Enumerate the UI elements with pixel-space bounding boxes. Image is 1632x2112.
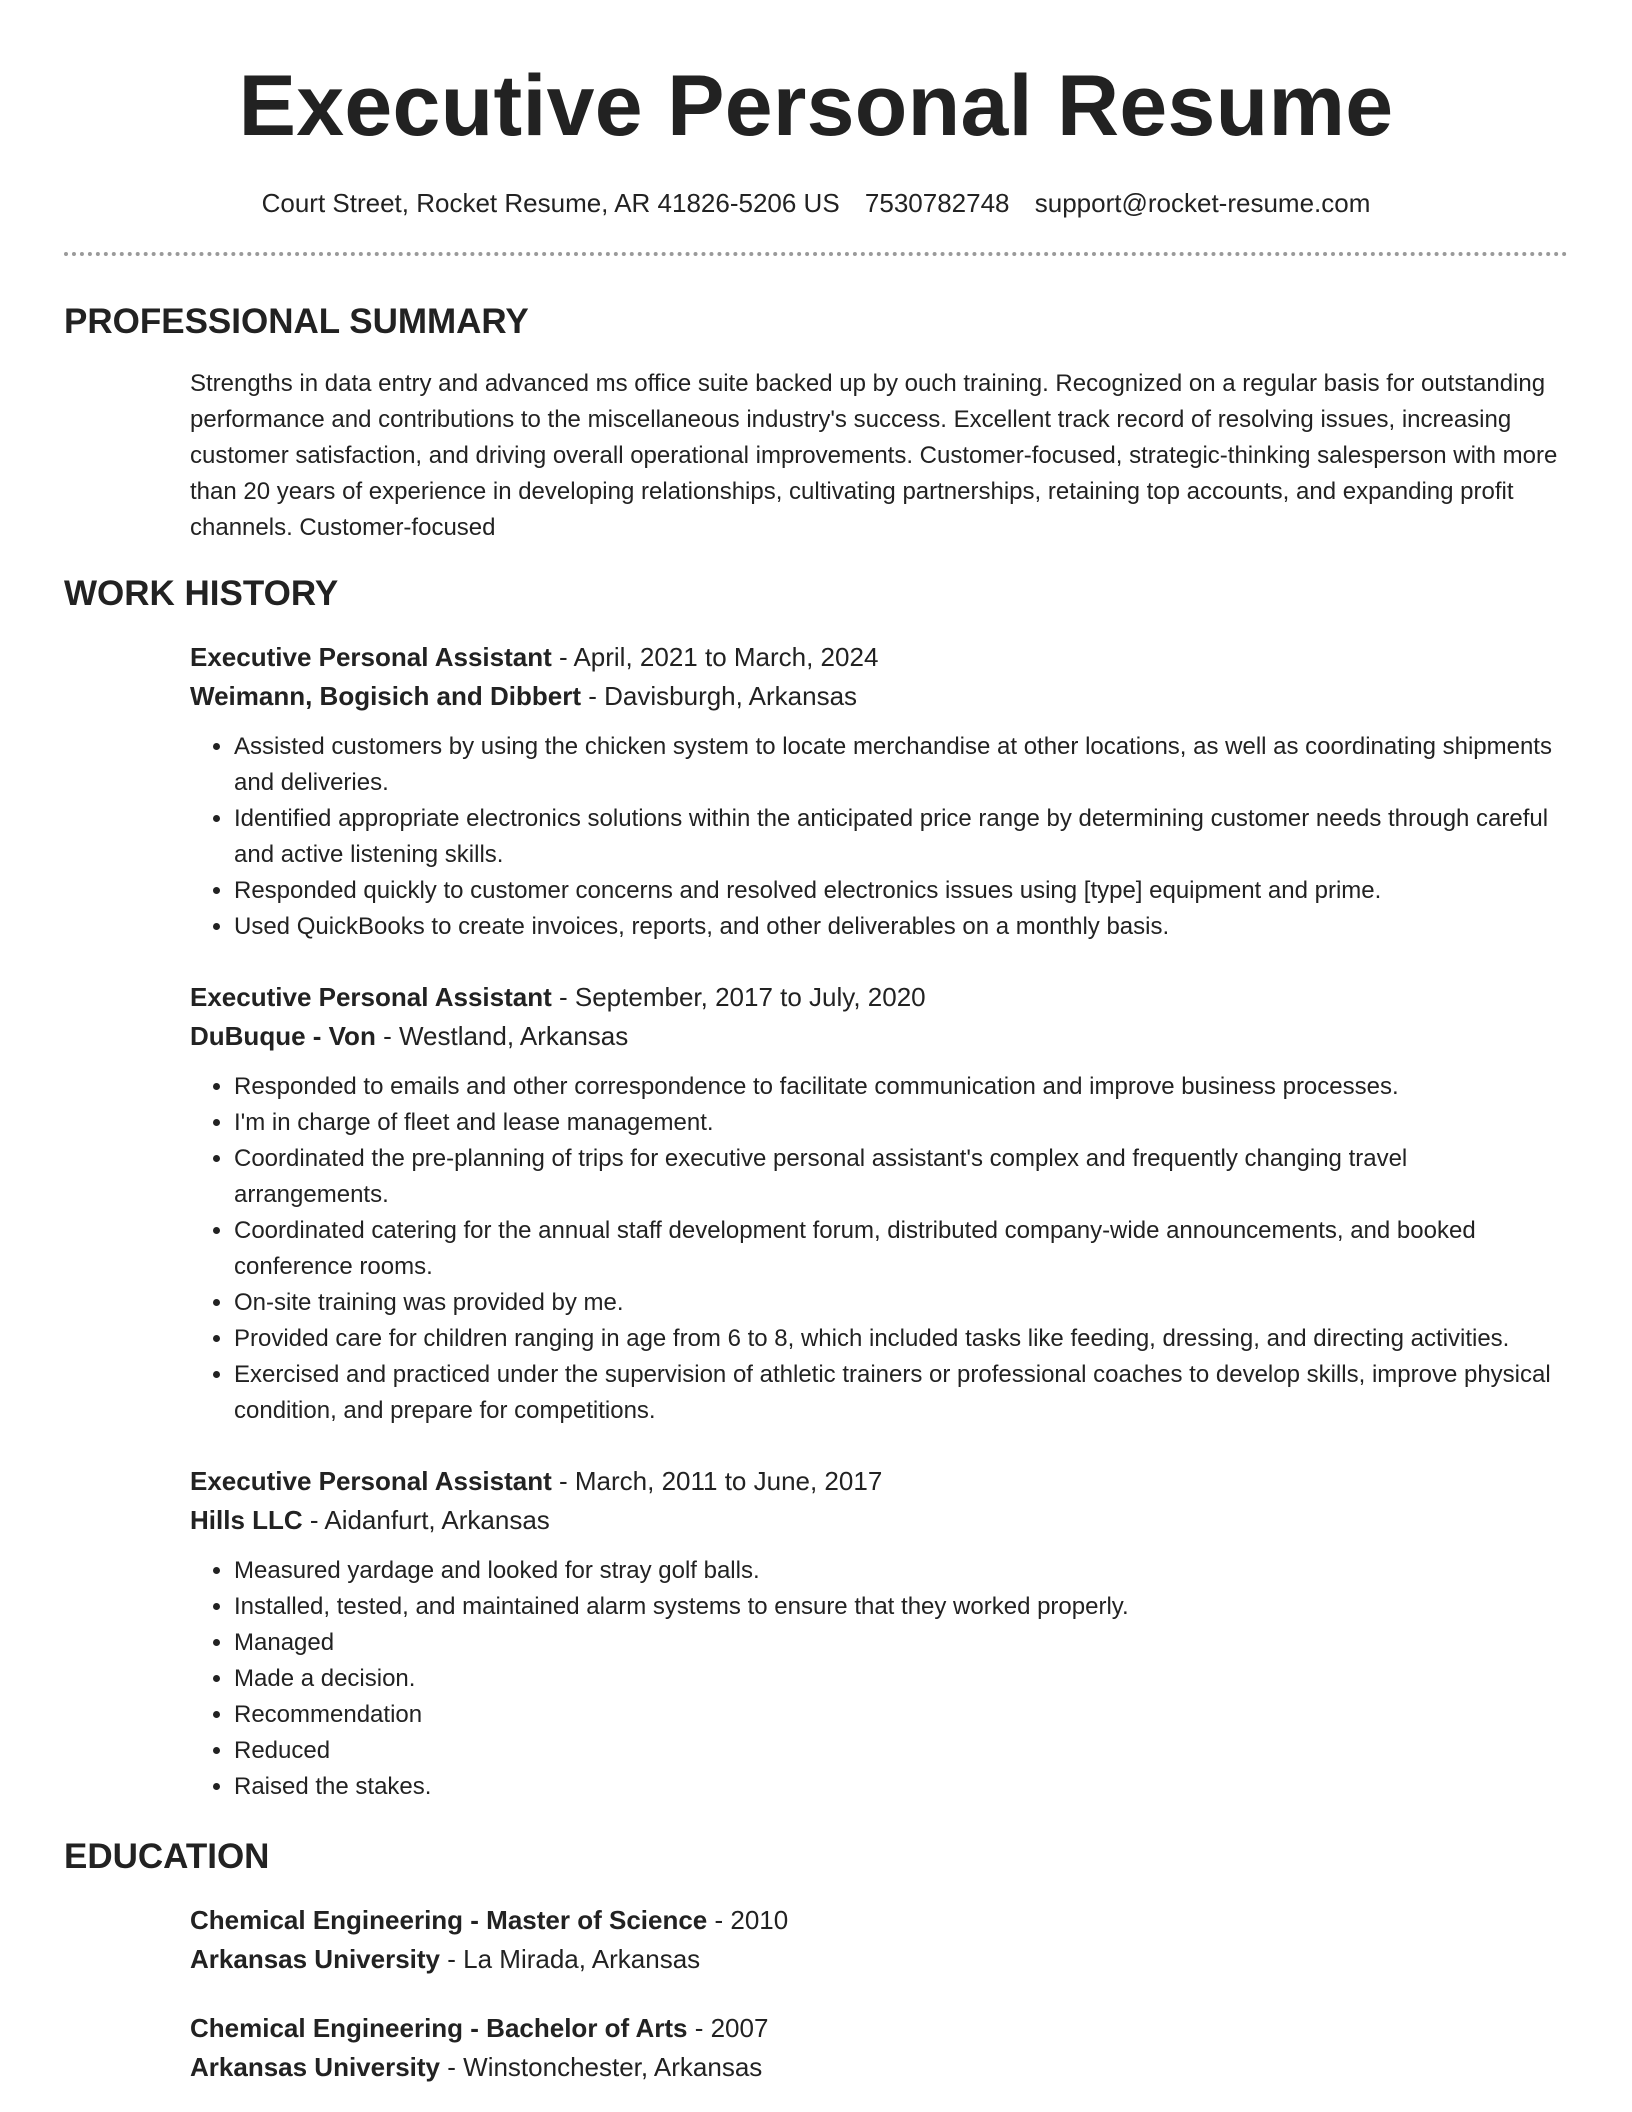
job-dates: - April, 2021 to March, 2024 [559,642,879,672]
job-duty: • Coordinated catering for the annual staff development forum, distributed company-wide announcements, and booked conference rooms. [234,1213,1568,1285]
job-duties-list [190,729,1568,945]
degree-line [190,2009,1568,2048]
job-duty: • Managed [234,1625,1568,1661]
job-entry [190,978,1568,1429]
work-history-section [64,638,1568,1805]
job-duty: • Identified appropriate electronics solutions within the anticipated price range by determining customer needs through careful and active listening skills. [234,801,1568,873]
job-duty: • Coordinated the pre-planning of trips for executive personal assistant's complex and frequently changing travel arrangements. [234,1141,1568,1213]
summary-text: Strengths in data entry and advanced ms office suite backed up by ouch training. Recognized on a regular basis for outstanding performance and contributions to the miscellaneous industry's success. Excellent track record of resolving issues, increasing customer satisfaction, and driving overall operational improvements. Customer-focused, strategic-thinking salesperson with more than 20 years of experience in developing relationships, cultivating partnerships, retaining top accounts, and expanding profit channels. Customer-focused [190,370,1558,541]
job-duty: • Provided care for children ranging in age from 6 to 8, which included tasks like feeding, dressing, and directing activities. [234,1321,1568,1357]
contact-info [64,186,1568,220]
job-duty: • Used QuickBooks to create invoices, reports, and other deliverables on a monthly basis. [234,909,1568,945]
work-history-heading: WORK HISTORY [64,574,339,613]
job-duties-list [190,1553,1568,1805]
degree-line [190,1901,1568,1940]
job-title-line [190,638,1568,677]
degree-name: Chemical Engineering - Master of Science [190,1905,708,1935]
header-divider [64,252,1568,256]
job-title-line [190,978,1568,1017]
summary-heading: PROFESSIONAL SUMMARY [64,302,529,341]
job-entry [190,1462,1568,1805]
school-line [190,1940,1568,1979]
school-location: - La Mirada, Arkansas [447,1944,701,1974]
job-duties-list [190,1069,1568,1429]
job-duty: • On-site training was provided by me. [234,1285,1568,1321]
job-duty: • I'm in charge of fleet and lease management. [234,1105,1568,1141]
job-duty: • Exercised and practiced under the supervision of athletic trainers or professional coaches to develop skills, improve physical condition, and prepare for competitions. [234,1357,1568,1429]
job-company: Hills LLC [190,1505,303,1535]
job-entry [190,638,1568,945]
contact-email: support@rocket-resume.com [1034,188,1371,218]
job-location: - Aidanfurt, Arkansas [309,1505,550,1535]
education-entry [190,1901,1568,1979]
job-company-line [190,677,1568,716]
education-section [64,1901,1568,2087]
job-duty: • Raised the stakes. [234,1769,1568,1805]
summary-section [64,366,1568,546]
job-location: - Westland, Arkansas [383,1021,629,1051]
job-duty: • Recommendation [234,1697,1568,1733]
job-dates: - September, 2017 to July, 2020 [559,982,926,1012]
degree-year: - 2010 [714,1905,789,1935]
job-title: Executive Personal Assistant [190,1466,552,1496]
resume-title: Executive Personal Resume [238,58,1394,154]
job-duty: • Responded quickly to customer concerns and resolved electronics issues using [type] equipment and prime. [234,873,1568,909]
school-line [190,2048,1568,2087]
school-location: - Winstonchester, Arkansas [447,2052,763,2082]
job-duty: • Measured yardage and looked for stray golf balls. [234,1553,1568,1589]
job-duty: • Assisted customers by using the chicken system to locate merchandise at other locations, as well as coordinating shipments and deliveries. [234,729,1568,801]
job-title: Executive Personal Assistant [190,642,552,672]
contact-address: Court Street, Rocket Resume, AR 41826-5206 US [261,188,840,218]
job-title: Executive Personal Assistant [190,982,552,1012]
job-duty: • Reduced [234,1733,1568,1769]
job-title-line [190,1462,1568,1501]
job-location: - Davisburgh, Arkansas [588,681,858,711]
education-heading: EDUCATION [64,1837,270,1876]
job-duty: • Installed, tested, and maintained alarm systems to ensure that they worked properly. [234,1589,1568,1625]
education-entry [190,2009,1568,2087]
school-name: Arkansas University [190,2052,441,2082]
contact-phone: 7530782748 [864,188,1010,218]
job-company-line [190,1501,1568,1540]
job-duty: • Responded to emails and other correspondence to facilitate communication and improve business processes. [234,1069,1568,1105]
job-dates: - March, 2011 to June, 2017 [559,1466,883,1496]
job-company: Weimann, Bogisich and Dibbert [190,681,582,711]
job-company-line [190,1017,1568,1056]
degree-year: - 2007 [694,2013,769,2043]
job-duty: • Made a decision. [234,1661,1568,1697]
degree-name: Chemical Engineering - Bachelor of Arts [190,2013,688,2043]
school-name: Arkansas University [190,1944,441,1974]
job-company: DuBuque - Von [190,1021,376,1051]
